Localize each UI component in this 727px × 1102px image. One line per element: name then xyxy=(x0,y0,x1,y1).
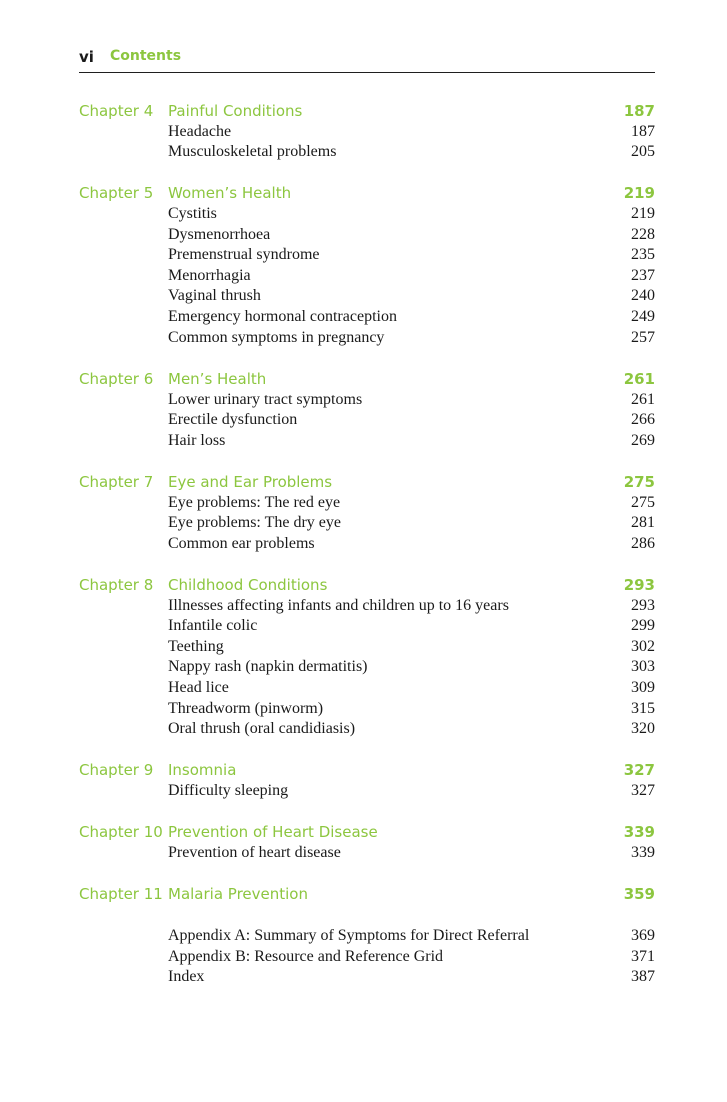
chapter-title: Malaria Prevention xyxy=(168,885,308,904)
section-page-number: 249 xyxy=(631,308,655,326)
section-title: Infantile colic xyxy=(168,617,258,635)
back-matter-page-number: 371 xyxy=(631,947,655,965)
chapter-page-number: 293 xyxy=(623,576,655,595)
section-entry xyxy=(79,328,655,349)
section-page-number: 235 xyxy=(631,246,655,264)
chapter-block xyxy=(79,183,655,348)
back-matter-title: Appendix A: Summary of Symptoms for Direct Referral xyxy=(168,927,530,944)
chapter-title: Eye and Ear Problems xyxy=(168,472,333,491)
chapter-heading xyxy=(79,101,655,122)
chapter-block xyxy=(79,760,655,801)
chapter-page-number: 327 xyxy=(623,761,655,780)
chapter-title: Men’s Health xyxy=(168,369,267,388)
section-page-number: 219 xyxy=(631,205,655,223)
section-title: Eye problems: The red eye xyxy=(168,493,341,511)
chapter-label: Chapter 6 xyxy=(79,369,154,388)
chapter-label: Chapter 5 xyxy=(79,184,154,203)
chapter-page-number: 339 xyxy=(623,823,655,842)
section-page-number: 339 xyxy=(631,843,655,861)
section-page-number: 205 xyxy=(631,143,655,161)
chapter-block xyxy=(79,101,655,163)
section-title: Oral thrush (oral candidiasis) xyxy=(168,720,356,738)
chapter-block xyxy=(79,472,655,554)
section-page-number: 303 xyxy=(631,658,655,676)
section-entry xyxy=(79,390,655,411)
section-page-number: 269 xyxy=(631,431,655,449)
section-title: Emergency hormonal contraception xyxy=(168,308,397,326)
chapter-block xyxy=(79,575,655,740)
section-title: Eye problems: The dry eye xyxy=(168,514,341,532)
section-page-number: 286 xyxy=(631,534,655,552)
section-entry xyxy=(79,699,655,720)
chapter-title: Insomnia xyxy=(168,761,237,780)
section-entry xyxy=(79,637,655,658)
chapter-heading xyxy=(79,575,655,596)
chapter-block xyxy=(79,822,655,863)
back-matter-list xyxy=(79,926,655,988)
table-of-contents xyxy=(79,101,655,926)
section-title: Threadworm (pinworm) xyxy=(168,699,324,717)
section-entry xyxy=(79,286,655,307)
section-title: Common symptoms in pregnancy xyxy=(168,328,385,346)
chapter-heading xyxy=(79,760,655,781)
section-title: Illnesses affecting infants and children up to 16 years xyxy=(168,596,509,614)
section-entry xyxy=(79,307,655,328)
section-title: Hair loss xyxy=(168,431,226,449)
page-number: vi xyxy=(79,48,94,66)
section-entry xyxy=(79,122,655,143)
chapter-label: Chapter 8 xyxy=(79,576,154,595)
section-page-number: 309 xyxy=(631,679,655,696)
chapter-block xyxy=(79,369,655,451)
chapter-title: Childhood Conditions xyxy=(168,576,328,595)
section-page-number: 315 xyxy=(631,699,655,717)
section-title: Lower urinary tract symptoms xyxy=(168,390,363,408)
section-title: Premenstrual syndrome xyxy=(168,246,320,264)
section-entry xyxy=(79,410,655,431)
section-title: Dysmenorrhoea xyxy=(168,225,271,243)
section-page-number: 320 xyxy=(631,720,655,738)
chapter-heading xyxy=(79,884,655,905)
back-matter-page-number: 369 xyxy=(631,927,655,944)
chapter-label: Chapter 4 xyxy=(79,102,154,120)
section-title: Cystitis xyxy=(168,205,217,223)
chapter-title: Painful Conditions xyxy=(168,102,303,120)
section-title: Head lice xyxy=(168,679,229,696)
section-page-number: 261 xyxy=(631,390,655,408)
section-page-number: 257 xyxy=(631,328,655,346)
chapter-title: Prevention of Heart Disease xyxy=(168,823,378,842)
section-page-number: 281 xyxy=(631,514,655,532)
section-entry xyxy=(79,678,655,699)
section-entry xyxy=(79,493,655,514)
section-page-number: 327 xyxy=(631,782,655,800)
section-entry xyxy=(79,843,655,864)
section-title: Teething xyxy=(168,637,224,655)
section-page-number: 302 xyxy=(631,637,655,655)
chapter-page-number: 275 xyxy=(623,472,655,491)
chapter-block xyxy=(79,884,655,905)
chapter-page-number: 187 xyxy=(623,102,655,120)
section-entry xyxy=(79,534,655,555)
back-matter-entry xyxy=(79,947,655,968)
chapter-page-number: 219 xyxy=(623,184,655,203)
section-entry xyxy=(79,616,655,637)
section-entry xyxy=(79,204,655,225)
section-title: Nappy rash (napkin dermatitis) xyxy=(168,658,368,676)
section-page-number: 293 xyxy=(631,596,655,614)
back-matter-entry xyxy=(79,926,655,947)
chapter-label: Chapter 11 xyxy=(79,885,163,904)
chapter-label: Chapter 7 xyxy=(79,472,154,491)
section-page-number: 237 xyxy=(631,266,655,284)
section-title: Vaginal thrush xyxy=(168,287,261,305)
chapter-page-number: 359 xyxy=(623,885,655,904)
section-title: Headache xyxy=(168,122,232,140)
section-page-number: 240 xyxy=(631,287,655,305)
chapter-heading xyxy=(79,472,655,493)
section-entry xyxy=(79,245,655,266)
section-page-number: 275 xyxy=(631,493,655,511)
back-matter-title: Index xyxy=(168,968,205,986)
section-page-number: 228 xyxy=(631,225,655,243)
page-header xyxy=(79,46,655,73)
section-page-number: 266 xyxy=(631,411,655,429)
section-entry xyxy=(79,266,655,287)
section-title: Musculoskeletal problems xyxy=(168,143,337,161)
chapter-label: Chapter 10 xyxy=(79,823,163,842)
back-matter-entry xyxy=(79,967,655,988)
section-entry xyxy=(79,142,655,163)
section-title: Common ear problems xyxy=(168,534,315,552)
section-page-number: 299 xyxy=(631,617,655,635)
back-matter-title: Appendix B: Resource and Reference Grid xyxy=(168,947,444,965)
section-entry xyxy=(79,225,655,246)
section-entry xyxy=(79,513,655,534)
running-header-title: Contents xyxy=(110,48,182,64)
section-entry xyxy=(79,781,655,802)
section-entry xyxy=(79,596,655,617)
section-entry xyxy=(79,657,655,678)
section-title: Difficulty sleeping xyxy=(168,782,289,800)
section-page-number: 187 xyxy=(631,122,655,140)
chapter-page-number: 261 xyxy=(623,369,655,388)
section-entry xyxy=(79,719,655,740)
section-title: Erectile dysfunction xyxy=(168,411,298,429)
section-title: Prevention of heart disease xyxy=(168,843,341,861)
section-title: Menorrhagia xyxy=(168,266,251,284)
chapter-heading xyxy=(79,369,655,390)
chapter-heading xyxy=(79,822,655,843)
back-matter-page-number: 387 xyxy=(631,968,655,986)
chapter-title: Women’s Health xyxy=(168,184,292,203)
section-entry xyxy=(79,431,655,452)
chapter-label: Chapter 9 xyxy=(79,761,154,780)
chapter-heading xyxy=(79,183,655,204)
